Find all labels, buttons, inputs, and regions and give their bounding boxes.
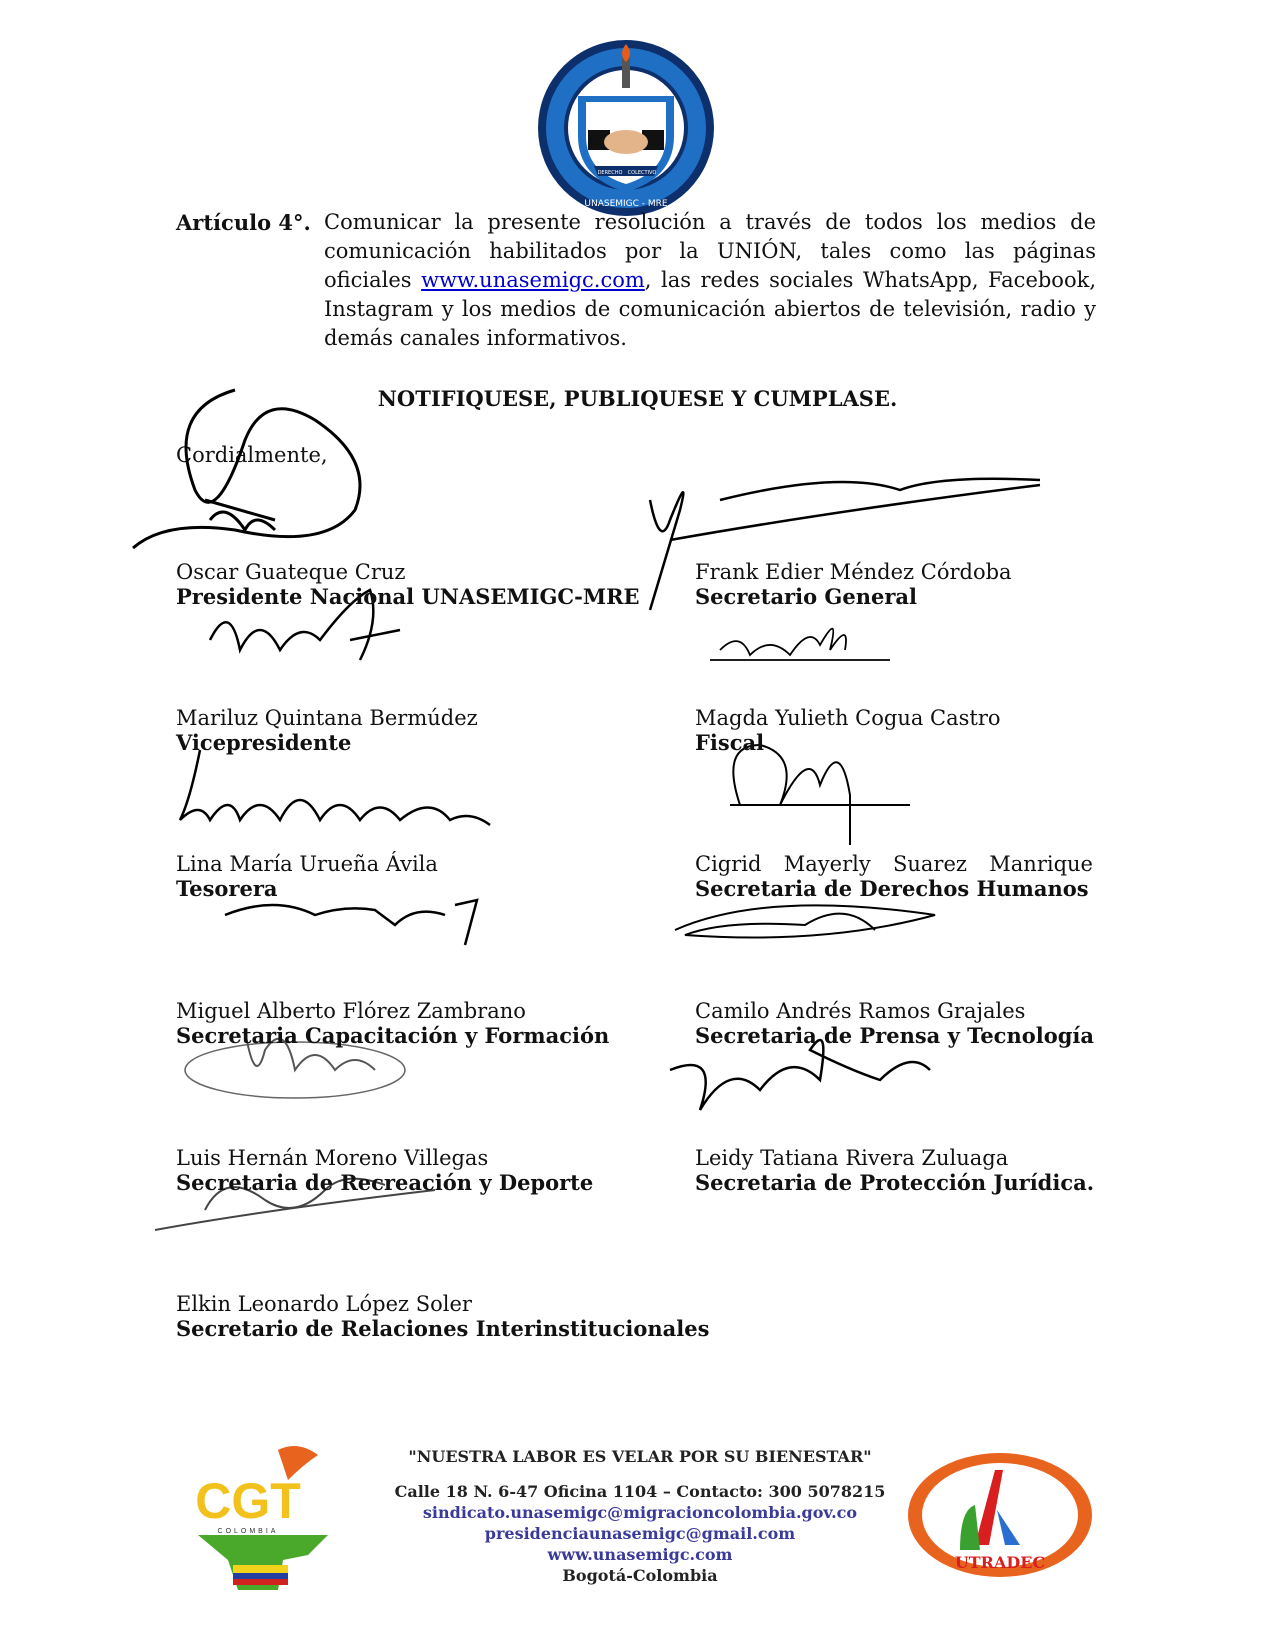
signatory-name: Luis Hernán Moreno Villegas — [176, 1146, 489, 1170]
signatory-name: Oscar Guateque Cruz — [176, 560, 406, 584]
footer-address: Calle 18 N. 6-47 Oficina 1104 – Contacto: 300 5078215 — [394, 1482, 886, 1501]
notify-heading: NOTIFIQUESE, PUBLIQUESE Y CUMPLASE. — [377, 386, 898, 411]
signatory-human-rights — [695, 852, 1093, 901]
name-word: Manrique — [989, 852, 1093, 876]
signatory-interinstitutional — [176, 1292, 709, 1341]
signatory-role: Vicepresidente — [176, 730, 352, 755]
name-word: Suarez — [893, 852, 967, 876]
signatory-training — [176, 999, 609, 1048]
cgt-logo — [178, 1440, 338, 1595]
cgt-logo-text: CGT — [195, 1473, 301, 1529]
article-label: Artículo 4°. — [176, 210, 311, 235]
signatory-secretary-general — [695, 560, 1012, 609]
signatory-press — [695, 999, 1094, 1048]
cgt-logo-sub: COLOMBIA — [217, 1528, 279, 1535]
signatory-role: Secretaria de Derechos Humanos — [695, 876, 1089, 901]
signatory-president — [176, 560, 640, 609]
utradec-logo — [905, 1450, 1095, 1580]
signature-president-image — [125, 380, 385, 580]
seal-banner-right: COLECTIVO — [627, 170, 657, 176]
signatory-name: Lina María Urueña Ávila — [176, 852, 438, 876]
signatory-name — [695, 852, 1093, 876]
signatory-name: Frank Edier Méndez Córdoba — [695, 560, 1012, 584]
cordially-text: Cordialmente, — [176, 443, 328, 467]
footer-city: Bogotá-Colombia — [562, 1566, 718, 1585]
name-word: Cigrid — [695, 852, 762, 876]
signatory-name: Magda Yulieth Cogua Castro — [695, 706, 1001, 730]
footer-email-1[interactable]: sindicato.unasemigc@migracioncolombia.gov.co — [422, 1503, 858, 1522]
signature-treasurer-image — [170, 740, 510, 850]
signatory-name: Camilo Andrés Ramos Grajales — [695, 999, 1026, 1023]
signatory-role: Secretario General — [695, 584, 917, 609]
signatory-treasurer — [176, 852, 438, 901]
signatory-name: Leidy Tatiana Rivera Zuluaga — [695, 1146, 1009, 1170]
signatory-role: Secretaria de Protección Jurídica. — [695, 1170, 1095, 1195]
name-word: Mayerly — [783, 852, 871, 876]
signature-fiscal-image — [700, 600, 900, 700]
article-body — [324, 208, 1096, 353]
union-seal-logo — [536, 38, 716, 218]
signatory-name: Mariluz Quintana Bermúdez — [176, 706, 478, 730]
footer-email-2[interactable]: presidenciaunasemigc@gmail.com — [484, 1524, 796, 1543]
signatory-role: Tesorera — [176, 876, 278, 901]
signatory-name: Elkin Leonardo López Soler — [176, 1292, 472, 1316]
signatory-role: Secretaria de Prensa y Tecnología — [695, 1023, 1094, 1048]
seal-banner-left: DERECHO — [597, 170, 623, 176]
signatory-role: Presidente Nacional UNASEMIGC-MRE — [176, 584, 640, 609]
signatory-legal — [695, 1146, 1094, 1195]
utradec-logo-text: UTRADEC — [954, 1553, 1046, 1572]
website-link[interactable]: www.unasemigc.com — [421, 268, 645, 292]
signatory-role: Secretaria de Recreación y Deporte — [176, 1170, 594, 1195]
signatory-recreation — [176, 1146, 593, 1195]
signatory-role: Secretaria Capacitación y Formación — [176, 1023, 610, 1048]
signatory-role: Secretario de Relaciones Interinstitucionales — [176, 1316, 710, 1341]
signatory-name: Miguel Alberto Flórez Zambrano — [176, 999, 526, 1023]
signatory-role: Fiscal — [695, 730, 765, 755]
signatory-vicepresident — [176, 706, 478, 755]
footer-motto: "NUESTRA LABOR ES VELAR POR SU BIENESTAR" — [408, 1447, 872, 1466]
article-text-2: , las redes sociales WhatsApp, Facebook, Instagram y los medios de comunicación abiertos de televisión, radio y demás canales informativos. — [324, 268, 1096, 350]
article-text-1: Comunicar la presente resolución a través de todos los medios de comunicación habilitados por la UNIÓN, tales como las páginas oficiales — [324, 210, 1096, 292]
footer-website[interactable]: www.unasemigc.com — [547, 1545, 733, 1564]
signatory-fiscal — [695, 706, 1001, 755]
seal-bottom-text: UNASEMIGC - MRE — [584, 199, 668, 209]
footer-contact — [360, 1446, 920, 1586]
